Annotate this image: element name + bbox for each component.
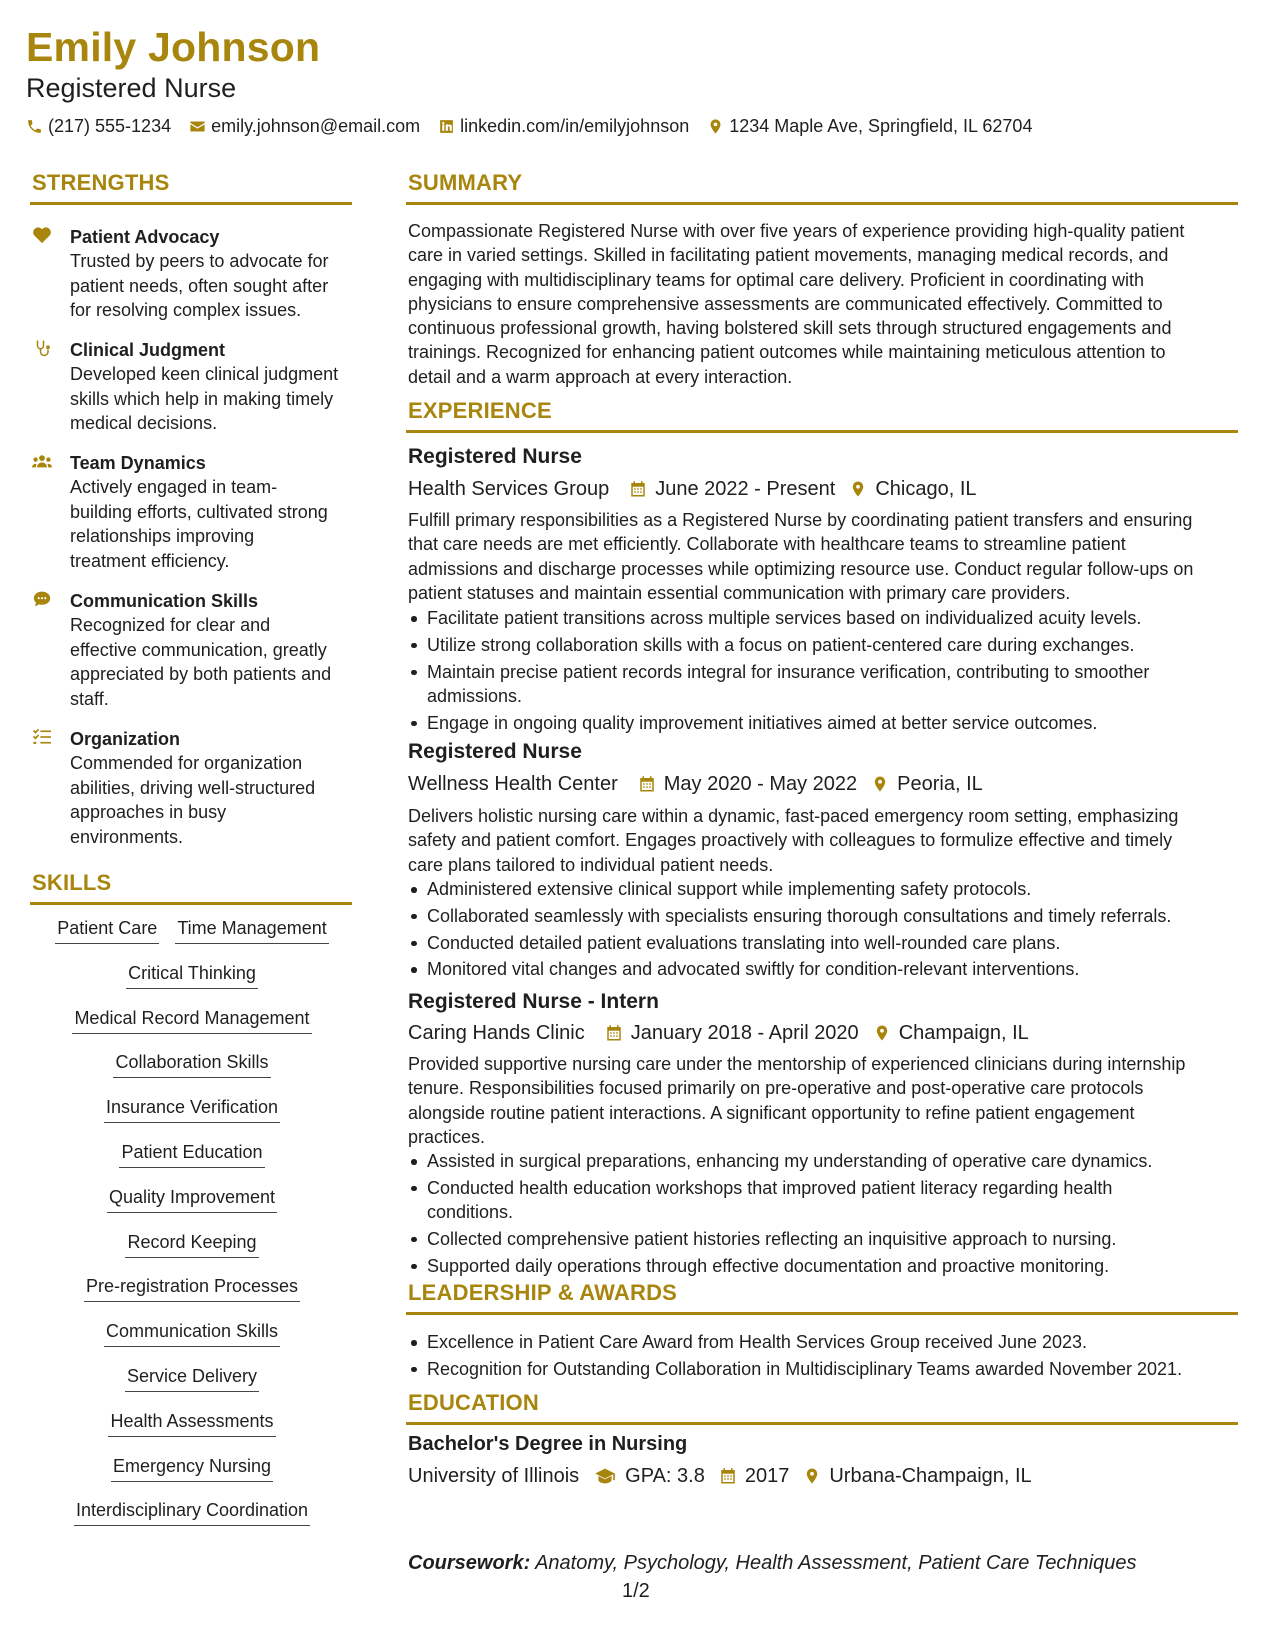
job-bullet: Conducted detailed patient evaluations translating into well-rounded care plans.	[408, 931, 1238, 955]
linkedin-icon	[438, 118, 455, 135]
job-bullet: Maintain precise patient records integral for insurance verification, contributing to smoother admissions.	[408, 660, 1238, 709]
strength-desc: Developed keen clinical judgment skills which help in making timely medical decisions.	[70, 364, 339, 433]
skill-tag: Interdisciplinary Coordination	[74, 1498, 310, 1526]
skill-tag: Patient Care	[55, 916, 159, 944]
job-location: Peoria, IL	[871, 773, 983, 796]
school-location: Urbana-Champaign, IL	[803, 1465, 1031, 1488]
awards-heading: LEADERSHIP & AWARDS	[406, 1280, 1238, 1315]
map-pin-icon	[707, 118, 724, 135]
candidate-name: Emily Johnson	[26, 24, 321, 70]
skill-tag: Record Keeping	[125, 1230, 258, 1258]
job-bullet: Utilize strong collaboration skills with a focus on patient-centered care during exchanges.	[408, 633, 1238, 657]
strength-item	[32, 589, 352, 711]
job-bullets	[408, 606, 1238, 737]
strengths-heading: STRENGTHS	[30, 170, 352, 205]
award-item: Recognition for Outstanding Collaboration in Multidisciplinary Teams awarded November 2021.	[408, 1357, 1238, 1381]
skill-tag: Communication Skills	[104, 1319, 280, 1347]
contact-email-text: emily.johnson@email.com	[211, 115, 421, 136]
skill-tag: Collaboration Skills	[113, 1050, 270, 1078]
job-bullet: Collected comprehensive patient histories reflecting an inquisitive approach to nursing.	[408, 1227, 1238, 1251]
skill-tag: Quality Improvement	[107, 1185, 277, 1213]
job-company: Wellness Health Center	[408, 772, 618, 795]
skill-tag: Pre-registration Processes	[84, 1274, 300, 1302]
contact-linkedin[interactable]	[438, 116, 689, 137]
job-description: Delivers holistic nursing care within a dynamic, fast-paced emergency room setting, emphasizing safety and patient comfort. Engages proactively with colleagues to formulize effective and timely care plans tailored to individual patient needs.	[408, 806, 1179, 875]
map-pin-icon	[849, 480, 867, 498]
calendar-icon	[629, 480, 647, 498]
job-bullets	[408, 1149, 1238, 1280]
contact-linkedin-text: linkedin.com/in/emilyjohnson	[460, 115, 690, 136]
strength-title: Clinical Judgment	[70, 340, 226, 360]
job-description: Provided supportive nursing care under the mentorship of experienced clinicians during internship tenure. Responsibilities focused primarily on pre-operative and post-operative care protocols alongside routine patient interactions. A significant opportunity to refine patient engagement practices.	[408, 1054, 1186, 1147]
job-dates: June 2022 - Present	[629, 478, 835, 501]
job-meta	[408, 476, 991, 502]
page-number: 1/2	[622, 1580, 650, 1602]
users-icon	[32, 452, 54, 472]
skills-heading: SKILLS	[30, 870, 352, 905]
contact-address	[707, 116, 1032, 137]
coursework	[408, 1552, 1137, 1575]
job-title: Registered Nurse - Intern	[408, 990, 659, 1013]
degree-title: Bachelor's Degree in Nursing	[408, 1433, 688, 1455]
strength-item	[32, 225, 352, 323]
strength-title: Patient Advocacy	[70, 227, 220, 247]
education-heading: EDUCATION	[406, 1390, 1238, 1425]
job-bullets	[408, 877, 1238, 984]
contact-email[interactable]	[189, 116, 420, 137]
calendar-icon	[719, 1467, 737, 1485]
job-bullet: Engage in ongoing quality improvement initiatives aimed at better service outcomes.	[408, 711, 1238, 735]
coursework-label: Coursework:	[408, 1552, 531, 1574]
heart-icon	[32, 226, 54, 246]
graduation-year: 2017	[719, 1465, 790, 1488]
map-pin-icon	[871, 775, 889, 793]
summary-text: Compassionate Registered Nurse with over five years of experience providing high-quality patient care in varied settings. Skilled in facilitating patient movements, managing medical records, and engaging with multidisciplinary teams for optimal care delivery. Proficient in coordinating with physicians to ensure comprehensive assessments are communicated effectively. Committed to continuous professional growth, having bolstered skill sets through structured engagements and trainings. Recognized for enhancing patient outcomes while maintaining meticulous attention to detail and a warm approach at every interaction.	[408, 221, 1185, 387]
strength-item	[32, 451, 352, 573]
summary-heading: SUMMARY	[406, 170, 1238, 205]
strength-desc: Trusted by peers to advocate for patient needs, often sought after for resolving complex issues.	[70, 251, 329, 320]
skill-tag: Health Assessments	[108, 1409, 275, 1437]
graduation-cap-icon	[593, 1467, 617, 1485]
job-company: Health Services Group	[408, 477, 610, 500]
job-bullet: Supported daily operations through effective documentation and proactive monitoring.	[408, 1254, 1238, 1278]
strength-desc: Recognized for clear and effective communication, greatly appreciated by both patients and staff.	[70, 615, 332, 709]
job-bullet: Facilitate patient transitions across multiple services based on individualized acuity levels.	[408, 606, 1238, 630]
job-dates: January 2018 - April 2020	[605, 1022, 859, 1045]
skill-tag: Insurance Verification	[104, 1095, 280, 1123]
gpa: GPA: 3.8	[593, 1465, 705, 1488]
map-pin-icon	[873, 1024, 891, 1042]
job-bullet: Collaborated seamlessly with specialists ensuring thorough consultations and timely referrals.	[408, 904, 1238, 928]
experience-heading: EXPERIENCE	[406, 398, 1238, 433]
strength-title: Communication Skills	[70, 591, 259, 611]
job-company: Caring Hands Clinic	[408, 1021, 585, 1044]
skill-tag: Service Delivery	[125, 1364, 259, 1392]
job-title: Registered Nurse	[408, 445, 582, 468]
contact-bar	[26, 114, 1050, 138]
stethoscope-icon	[32, 339, 54, 359]
awards-list	[408, 1330, 1238, 1384]
calendar-icon	[605, 1024, 623, 1042]
strength-item	[32, 338, 352, 436]
chat-icon	[32, 590, 54, 610]
job-meta	[408, 771, 997, 797]
job-description: Fulfill primary responsibilities as a Registered Nurse by coordinating patient transfers and ensuring that care needs are met efficiently. Collaborate with healthcare teams to streamline patient admissions and discharge processes while optimizing resource use. Conduct regular follow-ups on patient statuses and maintain essential communication with primary care providers.	[408, 510, 1194, 603]
skills-list	[32, 916, 352, 1543]
award-item: Excellence in Patient Care Award from Health Services Group received June 2023.	[408, 1330, 1238, 1354]
job-title: Registered Nurse	[408, 740, 582, 763]
job-dates: May 2020 - May 2022	[638, 773, 857, 796]
skill-tag: Patient Education	[119, 1140, 264, 1168]
envelope-icon	[189, 118, 206, 135]
contact-phone[interactable]	[26, 116, 171, 137]
contact-phone-text: (217) 555-1234	[48, 115, 172, 136]
strength-desc: Actively engaged in team- building efforts, cultivated strong relationships improving treatment efficiency.	[70, 477, 328, 571]
job-meta	[408, 1020, 1043, 1046]
skill-tag: Time Management	[175, 916, 328, 944]
job-bullet: Conducted health education workshops that improved patient literacy regarding health conditions.	[408, 1176, 1238, 1225]
skill-tag: Critical Thinking	[126, 961, 258, 989]
strength-item	[32, 727, 352, 849]
phone-icon	[26, 118, 43, 135]
strength-title: Organization	[70, 729, 181, 749]
strength-title: Team Dynamics	[70, 453, 206, 473]
job-bullet: Administered extensive clinical support while implementing safety protocols.	[408, 877, 1238, 901]
contact-address-text: 1234 Maple Ave, Springfield, IL 62704	[729, 115, 1033, 136]
candidate-role: Registered Nurse	[26, 73, 237, 103]
skill-tag: Medical Record Management	[72, 1006, 311, 1034]
checklist-icon	[32, 728, 54, 748]
school-name: University of Illinois	[408, 1464, 580, 1487]
calendar-icon	[638, 775, 656, 793]
job-bullet: Monitored vital changes and advocated swiftly for condition-relevant interventions.	[408, 957, 1238, 981]
strength-desc: Commended for organization abilities, driving well-structured approaches in busy environments.	[70, 753, 316, 847]
job-bullet: Assisted in surgical preparations, enhancing my understanding of operative care dynamics.	[408, 1149, 1238, 1173]
skill-tag: Emergency Nursing	[111, 1454, 273, 1482]
job-location: Champaign, IL	[873, 1022, 1029, 1045]
coursework-list: Anatomy, Psychology, Health Assessment, Patient Care Techniques	[535, 1552, 1137, 1574]
job-location: Chicago, IL	[849, 478, 976, 501]
education-meta	[408, 1463, 1046, 1489]
map-pin-icon	[803, 1467, 821, 1485]
